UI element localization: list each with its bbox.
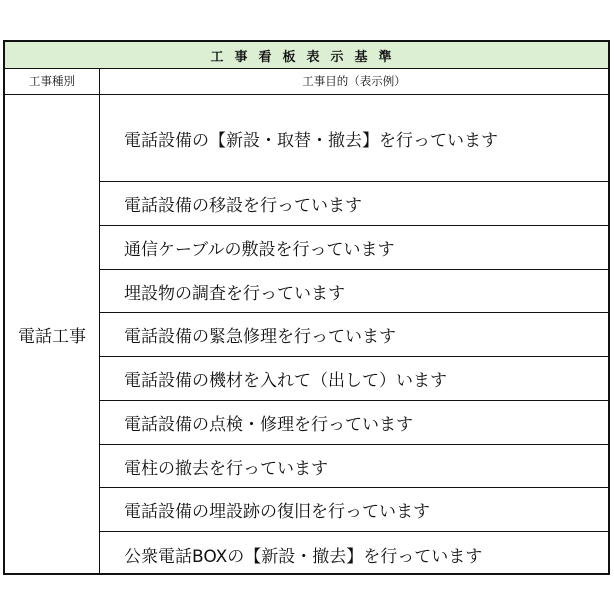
table-row: 埋設物の調査を行っています: [100, 270, 608, 313]
purpose-rows: [100, 95, 608, 573]
column-header-type: 工事種別: [5, 68, 100, 95]
table-row: 電話設備の移設を行っています: [100, 182, 608, 226]
table-row: 電話設備の点検・修理を行っています: [100, 401, 608, 445]
table-row: 電話設備の緊急修理を行っています: [100, 313, 608, 357]
construction-sign-table: [3, 40, 610, 575]
type-cell: 電話工事: [5, 95, 100, 573]
table-row: 電話設備の機材を入れて（出して）います: [100, 357, 608, 401]
column-header-purpose: 工事目的（表示例）: [100, 68, 608, 95]
table-row: 公衆電話BOXの【新設・撤去】を行っています: [124, 546, 483, 567]
table-row: 電話設備の埋設跡の復旧を行っています: [100, 488, 608, 532]
table-row: 電柱の撤去を行っています: [100, 445, 608, 488]
table-row: 電話設備の【新設・取替・撤去】を行っています: [100, 95, 608, 182]
table-title: 工事看板表示基準: [5, 42, 608, 69]
table-row: 通信ケーブルの敷設を行っています: [100, 226, 608, 270]
